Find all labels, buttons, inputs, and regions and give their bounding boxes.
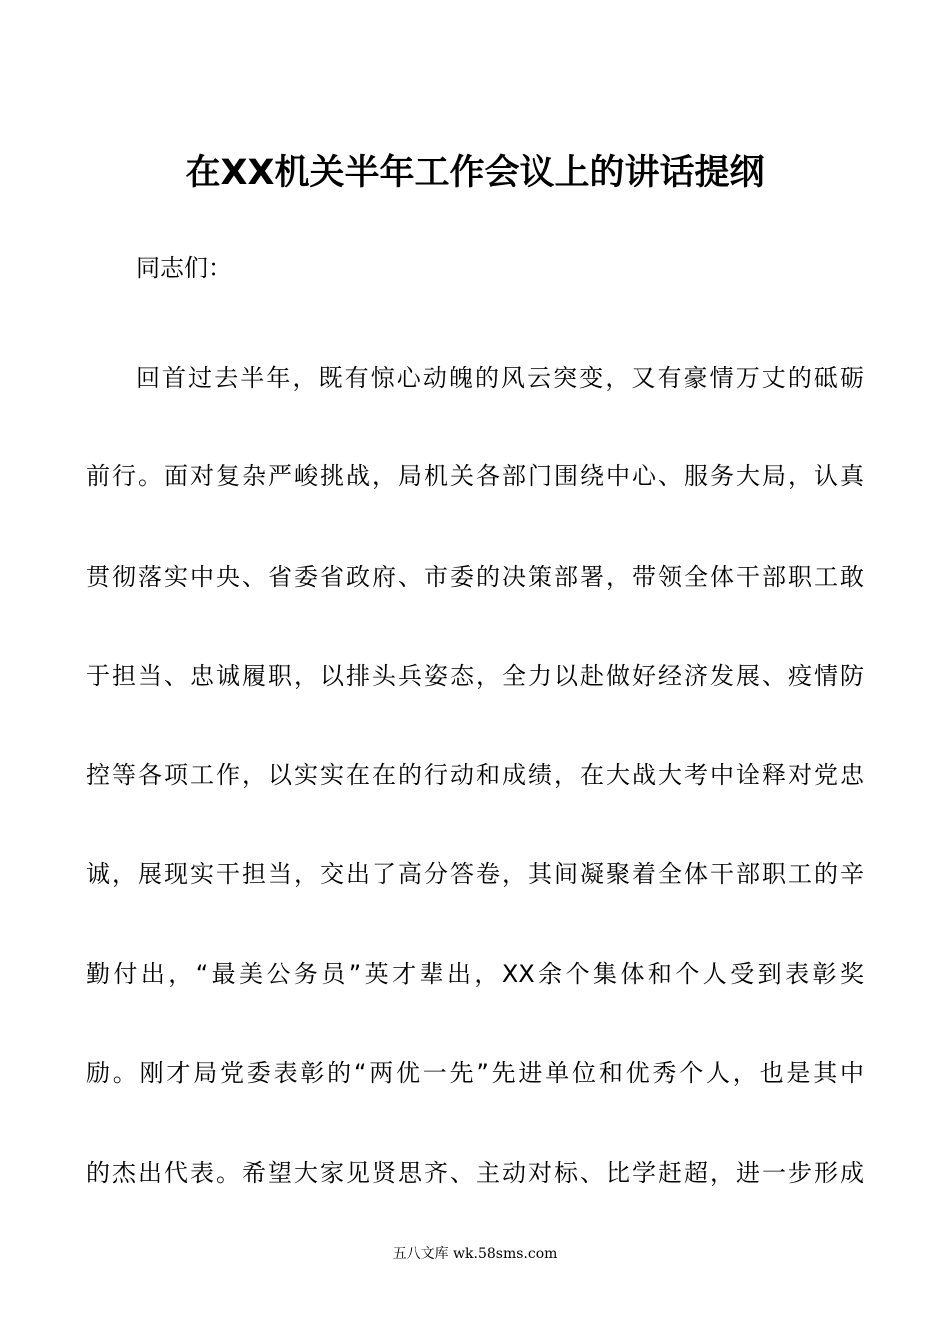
salutation: 同志们： bbox=[136, 254, 232, 282]
paragraph-line: 勤付出，“最美公务员”英才辈出，XX余个集体和个人受到表彰奖 bbox=[86, 960, 864, 988]
paragraph-line: 前行。面对复杂严峻挑战，局机关各部门围绕中心、服务大局，认真 bbox=[86, 462, 864, 490]
paragraph-line: 的杰出代表。希望大家见贤思齐、主动对标、比学赶超，进一步形成 bbox=[86, 1159, 864, 1187]
paragraph-line: 控等各项工作，以实实在在的行动和成绩，在大战大考中诠释对党忠 bbox=[86, 761, 864, 789]
paragraph-line: 励。刚才局党委表彰的“两优一先”先进单位和优秀个人，也是其中 bbox=[86, 1059, 864, 1087]
paragraph-line: 诚，展现实干担当，交出了高分答卷，其间凝聚着全体干部职工的辛 bbox=[86, 860, 864, 888]
document-title: 在XX机关半年工作会议上的讲话提纲 bbox=[185, 153, 765, 193]
paragraph-line: 回首过去半年，既有惊心动魄的风云突变，又有豪情万丈的砥砺 bbox=[136, 364, 864, 392]
paragraph-line: 于担当、忠诚履职，以排头兵姿态，全力以赴做好经济发展、疫情防 bbox=[86, 662, 864, 690]
footer-watermark: 五八文库 wk.58sms.com bbox=[392, 1246, 558, 1262]
paragraph-line: 贯彻落实中央、省委省政府、市委的决策部署，带领全体干部职工敢 bbox=[86, 563, 864, 591]
